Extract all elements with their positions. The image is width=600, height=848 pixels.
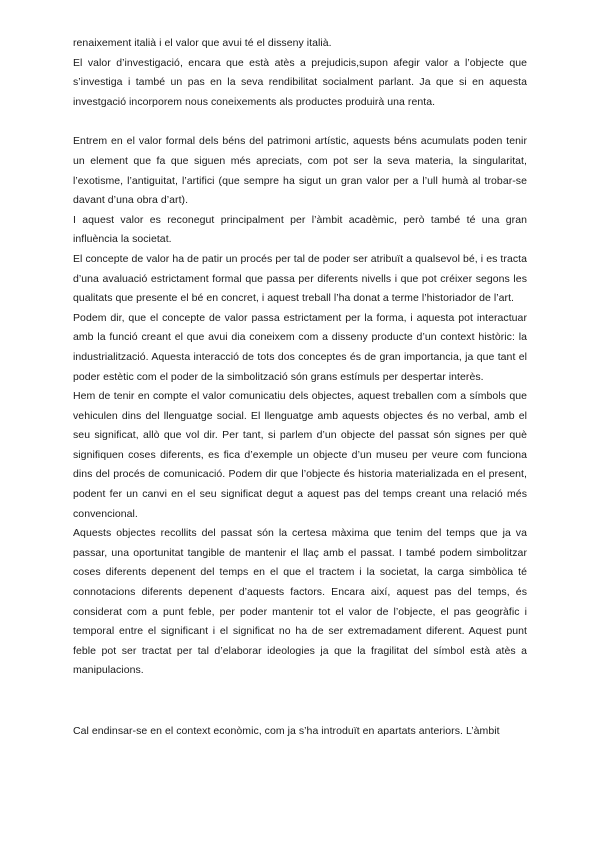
paragraph-communicative-value: Hem de tenir en compte el valor comunicatiu dels objectes, aquest treballen com a símbols que vehiculen dins del llenguatge social. El llenguatge amb aquests objectes és no verbal, amb el seu significat, allò que vol dir. Per tant, si parlem d’un objecte del passat són signes per què signifiquen coses diferents, es fica d’exemple un objecte d’un museu per veure com funciona dins del procés de comunicació. Podem dir que l’objecte és historia materializada en el present, podent fer un canvi en el seu significat degut a aquest pas del temps creant una relació més convencional. xyxy=(73,390,527,520)
paragraph-research-value: El valor d’investigació, encara que està atès a prejudicis,supon afegir valor a l’objecte que s’investiga i també un pas en la seva rendibilitat socialment parlant. Ja que si en aquesta investgació incorporem nous coneixements als productes produirà una renta. xyxy=(73,56,527,108)
paragraph-spacer xyxy=(73,112,527,132)
paragraph-past-objects: Aquests objectes recollits del passat són la certesa màxima que tenim del temps que ja va passar, una oportunitat tangible de mantenir el llaç amb el passat. I també podem simbolitzar coses diferents depenent del temps en el que el tractem i la societat, la carga simbòlica té connotacions diferents depenent d’aquests factors. Encara així, aquest pas del temps, és considerat com a punt feble, per poder mantenir tot el valor de l’objecte, el pas geogràfic i temporal entre el significant i el significat no ha de ser extremadament diferent. Aquest punt feble pot ser tractat per tal d’elaborar ideologies ja que la fragilitat del símbol està atès a manipulacions. xyxy=(73,527,527,677)
paragraph-form-function: Podem dir, que el concepte de valor passa estrictament per la forma, i aquesta pot interactuar amb la funció creant el que avui dia coneixem com a disseny producte d’un context històric: la industrialització. Aquesta interacció de tots dos conceptes és de gran importancia, ja que tant el poder estètic com el poder de la simbolització són grans estímuls per despertar interès. xyxy=(73,311,527,383)
document-body xyxy=(73,34,527,742)
paragraph-spacer xyxy=(73,681,527,702)
paragraph-continuation: renaixement italià i el valor que avui té el disseny italià. xyxy=(73,37,332,49)
paragraph-spacer xyxy=(73,702,527,722)
paragraph-formal-value: Entrem en el valor formal dels béns del patrimoni artístic, aquests béns acumulats poden tenir un element que fa que siguen més apreciats, com pot ser la seva materia, la singularitat, l’exotisme, l’antiguitat, l’artifici (que sempre ha sigut un gran valor per a l’ull humà al trobar-se davant d’una obra d’art). xyxy=(73,135,527,207)
paragraph-value-process: El concepte de valor ha de patir un procés per tal de poder ser atribuït a qualsevol bé, i es tracta d’una avaluació estrictament formal que passa per diferents nivells i que pot créixer segons les qualitats que presente el bé en concret, i aquest treball l’ha donat a terme l’historiador de l’art. xyxy=(73,252,527,305)
paragraph-economic-context: Cal endinsar-se en el context econòmic, com ja s’ha introduït en apartats anteriors. L’àmbit xyxy=(73,725,500,737)
paragraph-academic-recognition: I aquest valor es reconegut principalment per l’àmbit acadèmic, però també té una gran influència la societat. xyxy=(73,213,527,246)
